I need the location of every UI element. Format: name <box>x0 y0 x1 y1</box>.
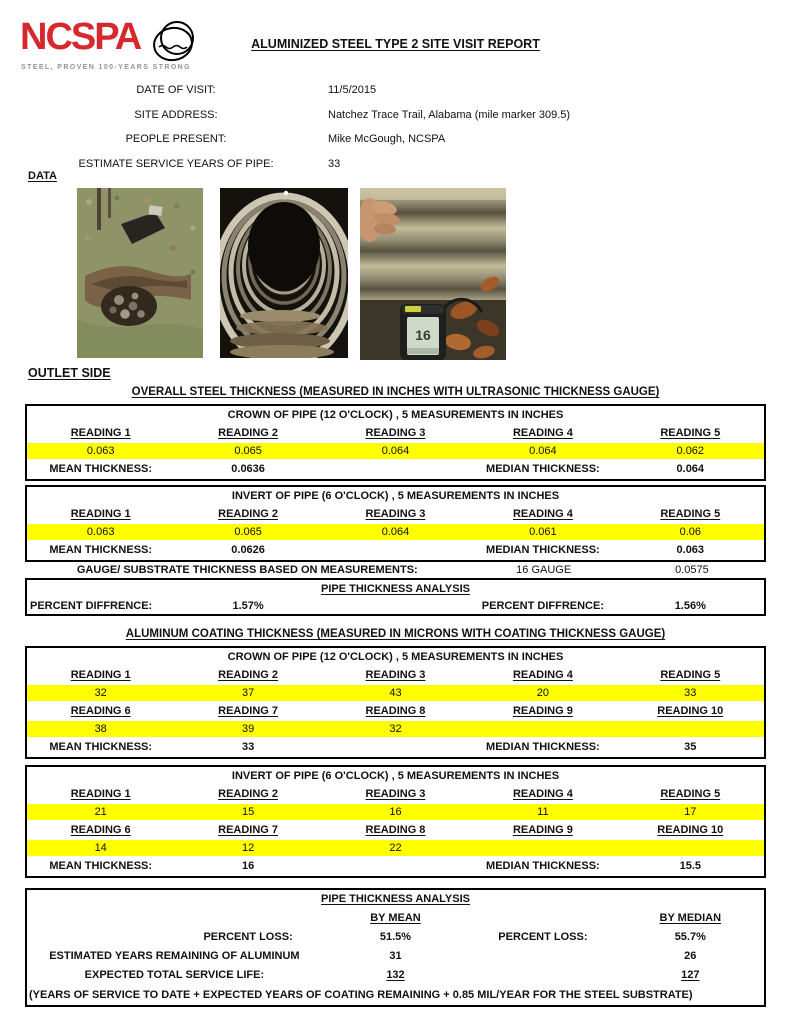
empty-cell <box>322 738 469 757</box>
service-life-row <box>27 966 764 985</box>
field-value: 33 <box>328 157 341 170</box>
readings-row-highlighted <box>27 524 764 540</box>
analysis-title: PIPE THICKNESS ANALYSIS <box>321 893 470 905</box>
outlet-side-heading: OUTLET SIDE <box>28 366 111 380</box>
median-label: MEDIAN THICKNESS: <box>486 741 600 753</box>
reading-value: 33 <box>684 687 697 699</box>
years-remaining-label: ESTIMATED YEARS REMAINING OF ALUMINUM <box>49 950 300 962</box>
reading-value <box>617 840 764 856</box>
reading-label: READING 6 <box>70 705 131 717</box>
readings-row-highlighted <box>27 840 764 856</box>
reading-label: READING 9 <box>512 824 573 836</box>
readings-row-highlighted <box>27 443 764 459</box>
service-life-median: 127 <box>681 969 700 981</box>
reading-value: 20 <box>536 687 550 699</box>
readings-row-highlighted <box>27 685 764 701</box>
reading-value: 12 <box>241 842 255 854</box>
reading-value: 0.064 <box>529 445 557 457</box>
years-remaining-row <box>27 947 764 966</box>
table-caption: CROWN OF PIPE (12 O'CLOCK) , 5 MEASUREMENTS IN INCHES <box>227 651 564 663</box>
empty-cell <box>322 598 469 614</box>
mean-median-row <box>27 738 764 757</box>
reading-value: 0.065 <box>234 526 262 538</box>
reading-value: 37 <box>241 687 255 699</box>
thickness-gauge-device <box>400 304 446 360</box>
reading-value: 0.063 <box>86 526 115 538</box>
mean-label: MEAN THICKNESS: <box>49 544 153 556</box>
years-remaining-median: 26 <box>684 950 697 962</box>
reading-value: 0.064 <box>381 526 410 538</box>
median-label: MEDIAN THICKNESS: <box>486 860 600 872</box>
field-label: PEOPLE PRESENT: <box>125 133 227 145</box>
empty-cell <box>322 857 469 876</box>
median-label: MEDIAN THICKNESS: <box>486 544 600 556</box>
reading-value: 14 <box>94 842 107 854</box>
mean-label: MEAN THICKNESS: <box>49 463 153 475</box>
mean-median-row <box>27 460 764 479</box>
reading-label: READING 4 <box>512 788 573 800</box>
reading-value <box>617 721 764 737</box>
mean-value: 0.0626 <box>231 544 265 556</box>
gauge-substrate-row <box>25 562 766 578</box>
ncspa-logo-text: NCSPA <box>20 16 141 58</box>
percent-loss-median: 55.7% <box>674 931 706 943</box>
field-value: 11/5/2015 <box>328 84 377 96</box>
logo-tagline: STEEL, PROVEN 100-YEARS STRONG <box>21 64 191 71</box>
empty-cell <box>469 947 616 966</box>
percent-difference-label-mean: PERCENT DIFFRENCE: <box>30 600 153 612</box>
final-analysis-table <box>25 888 766 1007</box>
empty-cell <box>322 460 469 479</box>
steel-analysis-table <box>25 578 766 616</box>
percent-loss-mean: 51.5% <box>379 931 412 943</box>
report-title: ALUMINIZED STEEL TYPE 2 SITE VISIT REPORT <box>251 37 540 51</box>
reading-value: 15 <box>241 806 255 818</box>
reading-header-row <box>27 666 764 684</box>
table-caption: INVERT OF PIPE (6 O'CLOCK) , 5 MEASUREMENTS IN INCHES <box>231 770 560 782</box>
median-value: 0.063 <box>676 544 705 556</box>
reading-label: READING 5 <box>660 669 721 681</box>
median-value: 15.5 <box>679 860 701 872</box>
reading-value: 11 <box>537 806 549 818</box>
table-caption: CROWN OF PIPE (12 O'CLOCK) , 5 MEASUREMENTS IN INCHES <box>227 409 564 421</box>
reading-label: READING 3 <box>365 508 426 520</box>
reading-label: READING 1 <box>70 508 131 520</box>
field-value: Mike McGough, NCSPA <box>328 133 446 145</box>
table-caption: INVERT OF PIPE (6 O'CLOCK) , 5 MEASUREMENTS IN INCHES <box>231 490 560 502</box>
reading-label: READING 4 <box>512 508 573 520</box>
reading-value: 38 <box>94 723 107 735</box>
percent-loss-label-median: PERCENT LOSS: <box>498 931 588 943</box>
reading-value: 39 <box>241 723 255 735</box>
reading-label: READING 8 <box>365 705 426 717</box>
reading-label: READING 1 <box>70 669 131 681</box>
mean-median-row <box>27 541 764 560</box>
percent-difference-label-median: PERCENT DIFFRENCE: <box>481 600 604 612</box>
readings-row-highlighted <box>27 804 764 820</box>
median-label: MEDIAN THICKNESS: <box>486 463 600 475</box>
reading-value: 21 <box>94 806 107 818</box>
reading-header-row <box>27 505 764 523</box>
empty-cell <box>27 909 174 928</box>
reading-label: READING 5 <box>660 508 721 520</box>
photo-pipe-interior <box>220 188 348 358</box>
reading-label: READING 6 <box>70 824 131 836</box>
field-row-address <box>0 103 791 128</box>
reading-value: 0.064 <box>381 445 410 457</box>
reading-label: READING 7 <box>218 824 279 836</box>
steel-section-title: OVERALL STEEL THICKNESS (MEASURED IN INCHES WITH ULTRASONIC THICKNESS GAUGE) <box>131 386 660 398</box>
field-row-service-years <box>0 152 791 177</box>
reading-label: READING 10 <box>657 705 724 717</box>
service-life-mean: 132 <box>386 969 405 981</box>
photo-culvert-outlet-erosion <box>77 188 203 358</box>
reading-value: 0.065 <box>234 445 262 457</box>
reading-value: 0.062 <box>676 445 705 457</box>
mean-median-row <box>27 857 764 876</box>
reading-value <box>469 840 616 856</box>
reading-header-row <box>27 424 764 442</box>
gauge-value: 16 GAUGE <box>516 564 572 576</box>
steel-crown-table <box>25 404 766 481</box>
median-value: 0.064 <box>676 463 705 475</box>
gauge-display-value: 16 <box>415 327 431 343</box>
coating-crown-table <box>25 646 766 759</box>
empty-cell <box>469 966 616 985</box>
reading-label: READING 5 <box>660 427 721 439</box>
mean-value: 16 <box>241 860 255 872</box>
percent-difference-mean: 1.57% <box>232 600 264 612</box>
mean-label: MEAN THICKNESS: <box>49 741 153 753</box>
reading-label: READING 1 <box>70 788 131 800</box>
service-life-label: EXPECTED TOTAL SERVICE LIFE: <box>84 969 265 981</box>
field-label: SITE ADDRESS: <box>134 108 218 121</box>
reading-header-row <box>27 702 764 720</box>
photo-pipe-exterior-thickness-gauge <box>360 188 506 360</box>
mean-value: 33 <box>241 741 255 753</box>
reading-label: READING 1 <box>70 427 131 439</box>
by-median-header: BY MEDIAN <box>659 912 722 924</box>
median-value: 35 <box>684 741 697 753</box>
service-life-footnote: (YEARS OF SERVICE TO DATE + EXPECTED YEARS OF COATING REMAINING + 0.85 MIL/YEAR FOR THE STEEL SUBSTRATE) <box>29 989 693 1001</box>
percent-loss-row <box>27 928 764 947</box>
reading-header-row <box>27 821 764 839</box>
reading-label: READING 7 <box>218 705 279 717</box>
field-row-date <box>0 78 791 103</box>
empty-cell <box>174 909 321 928</box>
gauge-substrate-label: GAUGE/ SUBSTRATE THICKNESS BASED ON MEASUREMENTS: <box>76 564 418 576</box>
reading-label: READING 2 <box>218 427 279 439</box>
field-row-people <box>0 127 791 152</box>
mean-value: 0.0636 <box>231 463 265 475</box>
reading-value <box>469 721 616 737</box>
empty-cell <box>322 541 469 560</box>
years-remaining-mean: 31 <box>389 950 402 962</box>
reading-label: READING 3 <box>365 669 426 681</box>
empty-cell <box>469 909 616 928</box>
reading-label: READING 10 <box>657 824 724 836</box>
reading-value: 32 <box>94 687 107 699</box>
field-label: ESTIMATE SERVICE YEARS OF PIPE: <box>78 157 274 170</box>
by-mean-median-header-row <box>27 909 764 928</box>
reading-value: 43 <box>389 687 402 699</box>
reading-label: READING 3 <box>365 788 426 800</box>
reading-value: 22 <box>389 842 402 854</box>
coating-section-title: ALUMINUM COATING THICKNESS (MEASURED IN MICRONS WITH COATING THICKNESS GAUGE) <box>125 628 666 640</box>
reading-label: READING 5 <box>660 788 721 800</box>
reading-label: READING 2 <box>218 788 279 800</box>
reading-label: READING 2 <box>218 508 279 520</box>
reading-value: 32 <box>389 723 402 735</box>
reading-label: READING 2 <box>218 669 279 681</box>
data-heading: DATA <box>28 170 57 182</box>
reading-label: READING 4 <box>512 427 573 439</box>
percent-loss-label-mean: PERCENT LOSS: <box>203 931 293 943</box>
steel-invert-table <box>25 485 766 562</box>
readings-row-highlighted <box>27 721 764 737</box>
reading-value: 17 <box>684 806 697 818</box>
substrate-thickness-value: 0.0575 <box>675 564 709 576</box>
reading-label: READING 3 <box>365 427 426 439</box>
mean-label: MEAN THICKNESS: <box>49 860 153 872</box>
reading-value: 16 <box>389 806 402 818</box>
reading-label: READING 4 <box>512 669 573 681</box>
visit-info <box>0 78 791 176</box>
by-mean-header: BY MEAN <box>370 912 421 924</box>
field-label: DATE OF VISIT: <box>136 84 216 96</box>
reading-value: 0.061 <box>529 526 557 538</box>
reading-label: READING 9 <box>512 705 573 717</box>
reading-value: 0.06 <box>679 526 701 538</box>
reading-label: READING 8 <box>365 824 426 836</box>
reading-value: 0.063 <box>86 445 115 457</box>
reading-header-row <box>27 785 764 803</box>
percent-difference-median: 1.56% <box>674 600 706 612</box>
coating-invert-table <box>25 765 766 878</box>
percent-difference-row <box>27 598 764 614</box>
analysis-title: PIPE THICKNESS ANALYSIS <box>321 583 470 595</box>
field-value: Natchez Trace Trail, Alabama (mile marker 309.5) <box>328 108 571 121</box>
empty-cell <box>27 928 174 947</box>
